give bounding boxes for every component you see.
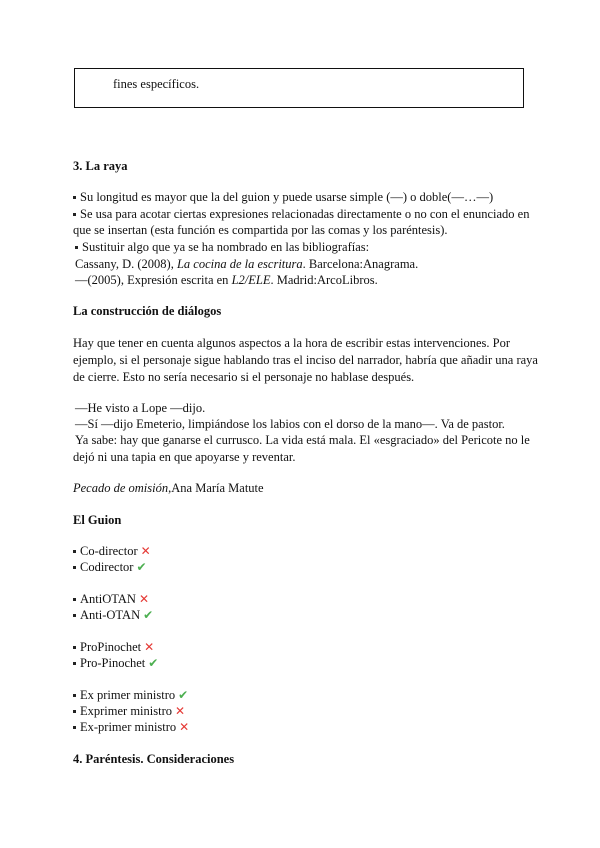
source-title: Pecado de omisión <box>73 481 169 495</box>
section-3-heading: 3. La raya <box>73 159 128 173</box>
cross-icon: ✕ <box>175 704 186 718</box>
cross-icon: ✕ <box>138 592 150 606</box>
paragraph-line: de cierre. Esto no sería necesario si el personaje no hablase después. <box>73 370 415 384</box>
bordered-box <box>74 68 524 108</box>
guion-item <box>73 719 189 735</box>
guion-item-text: Ex primer ministro <box>80 688 176 702</box>
bullet-item <box>73 189 493 205</box>
check-icon: ✔ <box>178 688 189 702</box>
bullet-item <box>73 206 529 222</box>
bullet-icon <box>73 662 76 665</box>
guion-item <box>73 559 147 575</box>
guion-item-text: Exprimer ministro <box>80 704 172 718</box>
quote-line: Ya sabe: hay que ganarse el currusco. La vida está mala. El «esgraciado» del Pericote no le <box>75 433 530 447</box>
bullet-icon <box>73 726 76 729</box>
reference-1 <box>75 256 418 272</box>
guion-item-text: Codirector <box>80 560 134 574</box>
ref-title: La cocina de la escritura <box>176 257 303 271</box>
bullet-icon <box>73 598 76 601</box>
check-icon: ✔ <box>148 656 159 670</box>
guion-item <box>73 607 153 623</box>
bullet-continuation: que se insertan (esta función es compartida por las comas y los paréntesis). <box>73 223 448 237</box>
bullet-icon <box>73 614 76 617</box>
bullet-icon <box>73 550 76 553</box>
ref-publisher: . Barcelona:Anagrama. <box>302 257 419 271</box>
bullet-icon <box>73 196 76 199</box>
guion-item <box>73 591 149 607</box>
guion-item <box>73 703 185 719</box>
check-icon: ✔ <box>136 560 147 574</box>
bullet-text: Sustituir algo que ya se ha nombrado en las bibliografías: <box>82 240 370 254</box>
cross-icon: ✕ <box>140 544 151 558</box>
guion-item <box>73 543 151 559</box>
bullet-icon <box>73 694 76 697</box>
cross-icon: ✕ <box>144 640 155 654</box>
section-4-heading: 4. Paréntesis. Consideraciones <box>73 752 235 766</box>
guion-item-text: ProPinochet <box>80 640 142 654</box>
bullet-icon <box>73 566 76 569</box>
cross-icon: ✕ <box>179 720 190 734</box>
bullet-text: Se usa para acotar ciertas expresiones relacionadas directamente o no con el enunciado en <box>80 207 530 221</box>
guion-item-text: Anti-OTAN <box>80 608 141 622</box>
quote-source <box>73 480 264 496</box>
bullet-text: Su longitud es mayor que la del guion y puede usarse simple (—) o doble(—…—) <box>80 190 494 204</box>
guion-heading: El Guion <box>73 513 122 527</box>
guion-item-text: Pro-Pinochet <box>80 656 146 670</box>
dialogos-heading: La construcción de diálogos <box>73 304 222 318</box>
bullet-icon <box>73 646 76 649</box>
ref-author: Cassany, D. (2008), <box>75 257 177 271</box>
guion-item-text: Ex-primer ministro <box>80 720 177 734</box>
paragraph-line: Hay que tener en cuenta algunos aspectos a la hora de escribir estas intervenciones. Por <box>73 336 510 350</box>
bullet-item <box>75 239 369 255</box>
guion-item <box>73 655 158 671</box>
guion-item <box>73 639 154 655</box>
ref-author: —(2005), Expresión escrita en <box>75 273 232 287</box>
guion-item-text: Co-director <box>80 544 138 558</box>
quote-line: —Sí —dijo Emeterio, limpiándose los labios con el dorso de la mano—. Va de pastor. <box>75 417 505 431</box>
guion-item-text: AntiOTAN <box>80 592 136 606</box>
guion-item <box>73 687 188 703</box>
ref-title: L2/ELE <box>231 273 271 287</box>
quote-line: dejó ni una tapia en que apoyarse y reventar. <box>73 450 296 464</box>
source-author: ,Ana María Matute <box>168 481 264 495</box>
check-icon: ✔ <box>143 608 154 622</box>
reference-2 <box>75 272 378 288</box>
box-text: fines específicos. <box>113 77 200 91</box>
bullet-icon <box>75 246 78 249</box>
bullet-icon <box>73 213 76 216</box>
quote-line: —He visto a Lope —dijo. <box>75 401 206 415</box>
paragraph-line: ejemplo, si el personaje sigue hablando tras el inciso del narrador, habría que añadir una raya <box>73 353 538 367</box>
ref-publisher: . Madrid:ArcoLibros. <box>270 273 378 287</box>
bullet-icon <box>73 710 76 713</box>
